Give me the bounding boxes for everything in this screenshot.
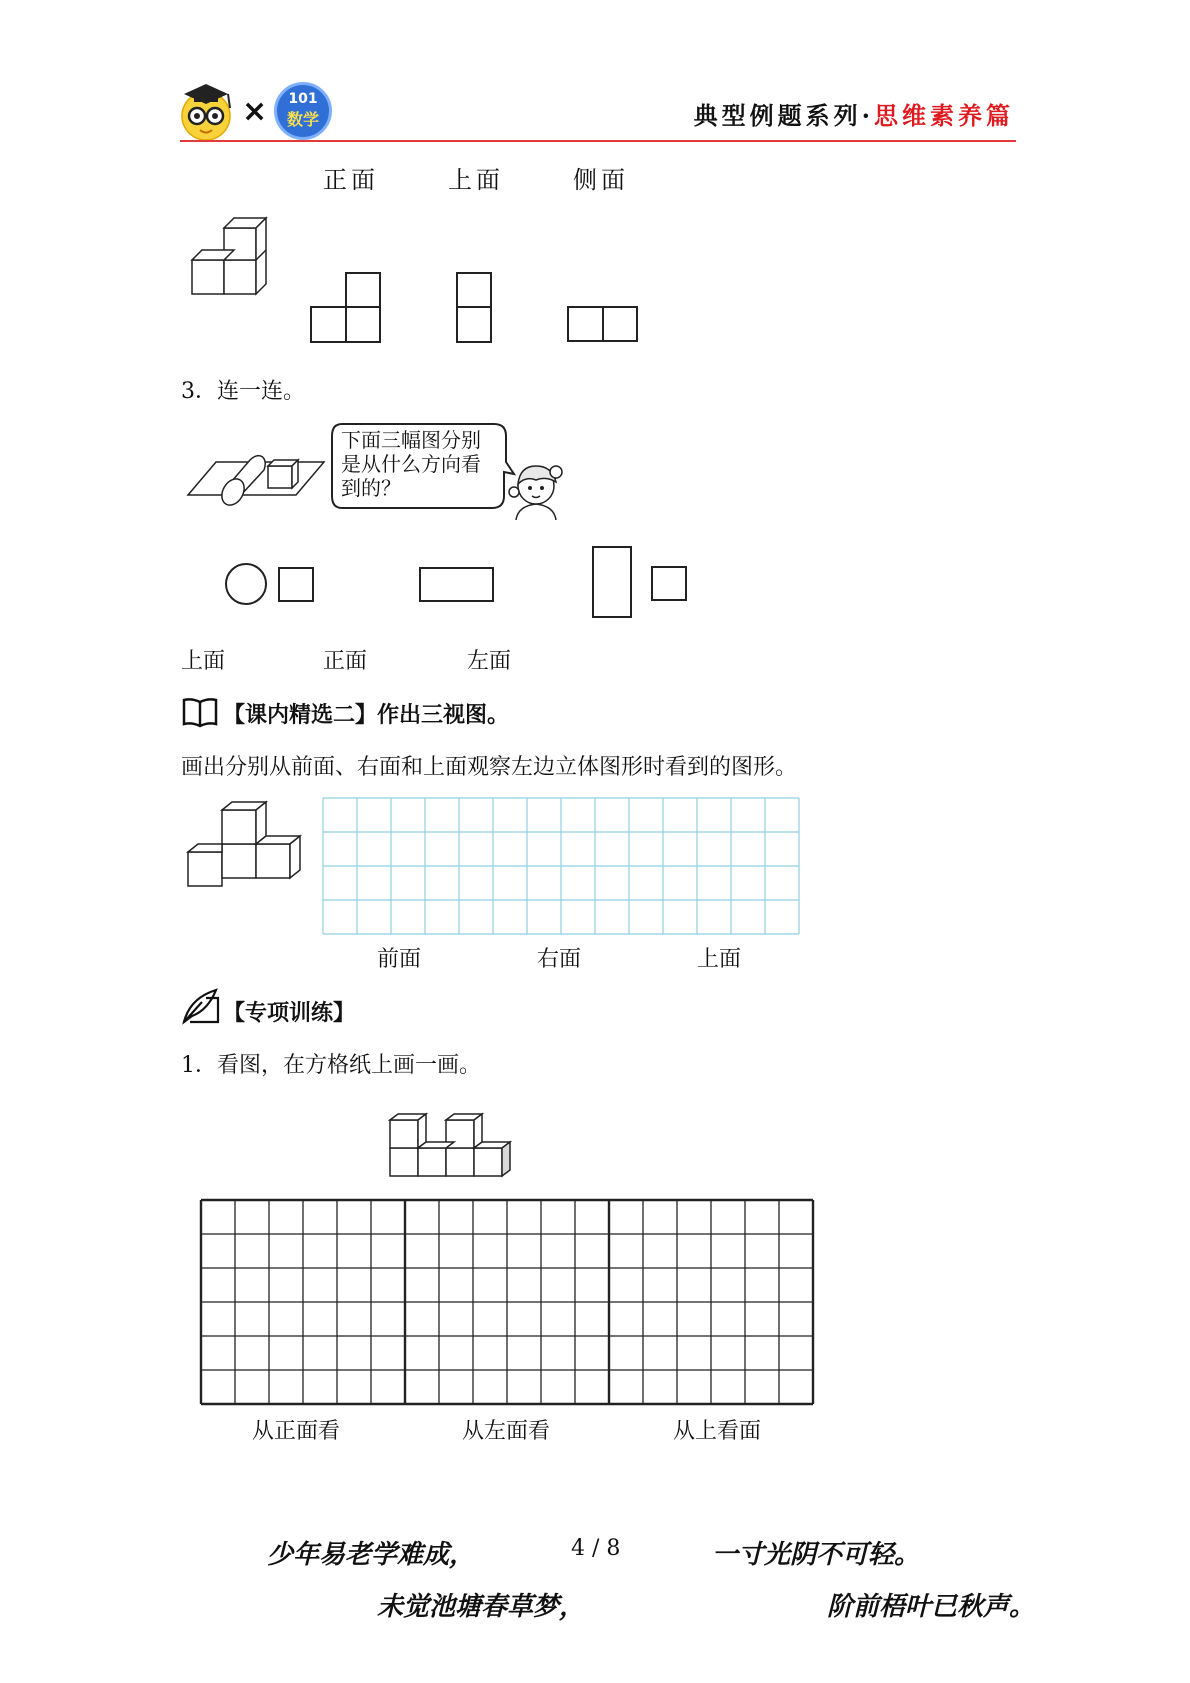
section2-label-front: 前面 [377,947,422,972]
open-book-icon [180,696,220,728]
section3-label-left: 从左面看 [462,1419,551,1444]
q3-title: 3．连一连。 [181,379,305,404]
section2-label-right: 右面 [537,947,582,972]
section3-label-top: 从上看面 [673,1419,762,1444]
footer-poem-line-2: 一寸光阴不可轻。 [712,1540,921,1570]
q3-label-left: 左面 [467,649,512,674]
speech-bubble-text [341,428,481,500]
q2-view-front [310,272,382,344]
header-title-main: 典型例题系列 [693,101,862,130]
bubble-line-3: 到的？ [341,476,401,500]
owl-logo [178,80,238,142]
q3-view-front [419,567,495,603]
q2-label-side: 侧面 [573,166,629,194]
section3-grid-paper[interactable] [200,1199,814,1405]
q3-objects-on-plane [186,440,326,500]
section2-instruction: 画出分别从前面、右面和上面观察左边立体图形时看到的图形。 [181,755,798,780]
section3-label-front: 从正面看 [252,1419,341,1444]
page-number: 4 / 8 [571,1536,621,1561]
section3-cube-solid [388,1112,518,1180]
section3-title: 【专项训练】 [223,1001,356,1026]
q3-label-top: 上面 [181,649,226,674]
math-101-badge [274,82,332,140]
section2-grid-paper[interactable] [322,797,804,935]
quill-pen-icon [180,988,220,1024]
badge-number: 101 [288,91,318,107]
section3-q1: 1．看图，在方格纸上画一画。 [181,1053,481,1078]
header-title-dot: · [861,101,874,130]
bubble-line-2: 是从什么方向看 [341,452,481,476]
q3-view-top [224,561,316,607]
footer-poem-line-4: 阶前梧叶已秋声。 [827,1592,1036,1622]
section2-title: 【课内精选二】作出三视图。 [223,703,510,728]
q2-view-side [567,306,639,344]
girl-illustration [506,458,566,522]
header-title [694,96,1014,131]
q2-label-top: 上面 [448,166,504,194]
logo-times: × [242,94,268,129]
section2-label-top: 上面 [697,947,742,972]
q2-view-top [456,272,494,344]
q3-label-front: 正面 [323,649,368,674]
footer-poem-line-1: 少年易老学难成， [267,1540,476,1570]
badge-text: 数学 [286,110,319,129]
q2-label-front: 正面 [323,166,379,194]
section2-cube-solid [186,800,314,890]
header-divider [180,140,1016,142]
q3-view-left [592,546,690,620]
bubble-line-1: 下面三幅图分别 [341,428,481,452]
q2-cube-solid [190,218,280,298]
header-title-accent: 思维素养篇 [874,101,1014,130]
footer-poem-line-3: 未觉池塘春草梦， [377,1592,586,1622]
